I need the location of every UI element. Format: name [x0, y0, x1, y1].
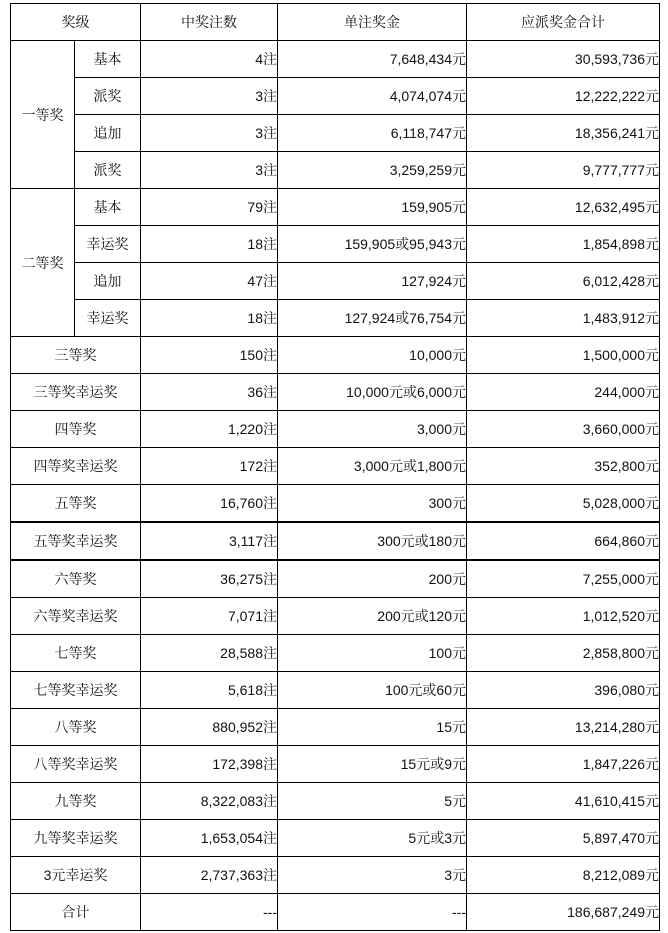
total-cell: 41,610,415元 — [467, 783, 660, 820]
level-label: 四等奖幸运奖 — [11, 448, 141, 485]
total-cell: 6,012,428元 — [467, 263, 660, 300]
count-cell: 3注 — [141, 78, 278, 115]
level-label: 四等奖 — [11, 411, 141, 448]
count-cell: 1,220注 — [141, 411, 278, 448]
prize-cell: 200元 — [278, 560, 467, 598]
prize-cell: 10,000元 — [278, 337, 467, 374]
group-label: 一等奖 — [11, 41, 75, 189]
total-cell: 12,222,222元 — [467, 78, 660, 115]
table-row — [11, 41, 660, 78]
sub-level: 基本 — [75, 189, 141, 226]
count-cell: 47注 — [141, 263, 278, 300]
count-cell: 8,322,083注 — [141, 783, 278, 820]
prize-cell: 3,000元 — [278, 411, 467, 448]
count-cell: 172,398注 — [141, 746, 278, 783]
total-cell: 13,214,280元 — [467, 709, 660, 746]
count-cell: 150注 — [141, 337, 278, 374]
table-row — [11, 672, 660, 709]
total-row — [11, 894, 660, 931]
table-row — [11, 746, 660, 783]
prize-cell: 159,905元 — [278, 189, 467, 226]
total-cell: 30,593,736元 — [467, 41, 660, 78]
level-label: 三等奖幸运奖 — [11, 374, 141, 411]
level-label: 五等奖幸运奖 — [11, 522, 141, 560]
count-cell: 3,117注 — [141, 522, 278, 560]
level-label: 3元幸运奖 — [11, 857, 141, 894]
total-cell: 8,212,089元 — [467, 857, 660, 894]
total-cell: 1,847,226元 — [467, 746, 660, 783]
table-row — [11, 448, 660, 485]
sub-level: 基本 — [75, 41, 141, 78]
table-row — [11, 485, 660, 523]
header-prize: 单注奖金 — [278, 4, 467, 41]
prize-cell: 6,118,747元 — [278, 115, 467, 152]
table-row — [11, 189, 660, 226]
prize-cell: 15元 — [278, 709, 467, 746]
level-label: 八等奖幸运奖 — [11, 746, 141, 783]
total-cell: 186,687,249元 — [467, 894, 660, 931]
prize-cell: 127,924或76,754元 — [278, 300, 467, 337]
total-cell: 7,255,000元 — [467, 560, 660, 598]
prize-cell: 5元或3元 — [278, 820, 467, 857]
count-cell: 18注 — [141, 300, 278, 337]
header-count: 中奖注数 — [141, 4, 278, 41]
count-cell: 2,737,363注 — [141, 857, 278, 894]
prize-cell: 300元 — [278, 485, 467, 523]
total-cell: 5,028,000元 — [467, 485, 660, 523]
table-row — [11, 78, 660, 115]
table-row — [11, 115, 660, 152]
level-label: 六等奖 — [11, 560, 141, 598]
total-cell: 9,777,777元 — [467, 152, 660, 189]
table-row — [11, 300, 660, 337]
header-level: 奖级 — [11, 4, 141, 41]
total-cell: 352,800元 — [467, 448, 660, 485]
table-row — [11, 635, 660, 672]
table-row — [11, 709, 660, 746]
level-label: 合计 — [11, 894, 141, 931]
level-label: 七等奖 — [11, 635, 141, 672]
total-cell: 18,356,241元 — [467, 115, 660, 152]
count-cell: 7,071注 — [141, 598, 278, 635]
total-cell: 664,860元 — [467, 522, 660, 560]
count-cell: 36,275注 — [141, 560, 278, 598]
prize-cell: 3元 — [278, 857, 467, 894]
count-cell: 28,588注 — [141, 635, 278, 672]
total-cell: 3,660,000元 — [467, 411, 660, 448]
prize-cell: 5元 — [278, 783, 467, 820]
prize-cell: 7,648,434元 — [278, 41, 467, 78]
level-label: 七等奖幸运奖 — [11, 672, 141, 709]
total-cell: 1,854,898元 — [467, 226, 660, 263]
level-label: 五等奖 — [11, 485, 141, 523]
prize-cell: 100元或60元 — [278, 672, 467, 709]
prize-cell: 4,074,074元 — [278, 78, 467, 115]
prize-cell: 300元或180元 — [278, 522, 467, 560]
prize-cell: --- — [278, 894, 467, 931]
level-label: 八等奖 — [11, 709, 141, 746]
group-label: 二等奖 — [11, 189, 75, 337]
total-cell: 244,000元 — [467, 374, 660, 411]
table-row — [11, 226, 660, 263]
table-row — [11, 560, 660, 598]
total-cell: 2,858,800元 — [467, 635, 660, 672]
prize-cell: 159,905或95,943元 — [278, 226, 467, 263]
count-cell: 4注 — [141, 41, 278, 78]
count-cell: 880,952注 — [141, 709, 278, 746]
prize-cell: 100元 — [278, 635, 467, 672]
total-cell: 5,897,470元 — [467, 820, 660, 857]
count-cell: 36注 — [141, 374, 278, 411]
count-cell: 1,653,054注 — [141, 820, 278, 857]
prize-table-body — [11, 4, 660, 931]
sub-level: 幸运奖 — [75, 300, 141, 337]
count-cell: 18注 — [141, 226, 278, 263]
count-cell: 3注 — [141, 152, 278, 189]
total-cell: 396,080元 — [467, 672, 660, 709]
level-label: 六等奖幸运奖 — [11, 598, 141, 635]
table-row — [11, 783, 660, 820]
table-row — [11, 152, 660, 189]
prize-table — [10, 3, 660, 931]
table-row — [11, 598, 660, 635]
header-total: 应派奖金合计 — [467, 4, 660, 41]
total-cell: 1,012,520元 — [467, 598, 660, 635]
count-cell: 5,618注 — [141, 672, 278, 709]
table-row — [11, 857, 660, 894]
level-label: 三等奖 — [11, 337, 141, 374]
count-cell: --- — [141, 894, 278, 931]
table-row — [11, 263, 660, 300]
table-row — [11, 522, 660, 560]
level-label: 九等奖幸运奖 — [11, 820, 141, 857]
sub-level: 追加 — [75, 115, 141, 152]
level-label: 九等奖 — [11, 783, 141, 820]
prize-cell: 15元或9元 — [278, 746, 467, 783]
count-cell: 3注 — [141, 115, 278, 152]
prize-cell: 3,259,259元 — [278, 152, 467, 189]
count-cell: 16,760注 — [141, 485, 278, 523]
prize-cell: 3,000元或1,800元 — [278, 448, 467, 485]
sub-level: 幸运奖 — [75, 226, 141, 263]
sub-level: 派奖 — [75, 152, 141, 189]
count-cell: 79注 — [141, 189, 278, 226]
prize-cell: 200元或120元 — [278, 598, 467, 635]
total-cell: 1,500,000元 — [467, 337, 660, 374]
header-row — [11, 4, 660, 41]
count-cell: 172注 — [141, 448, 278, 485]
total-cell: 12,632,495元 — [467, 189, 660, 226]
prize-cell: 10,000元或6,000元 — [278, 374, 467, 411]
table-row — [11, 337, 660, 374]
table-row — [11, 411, 660, 448]
sub-level: 追加 — [75, 263, 141, 300]
prize-cell: 127,924元 — [278, 263, 467, 300]
table-row — [11, 374, 660, 411]
table-row — [11, 820, 660, 857]
sub-level: 派奖 — [75, 78, 141, 115]
total-cell: 1,483,912元 — [467, 300, 660, 337]
